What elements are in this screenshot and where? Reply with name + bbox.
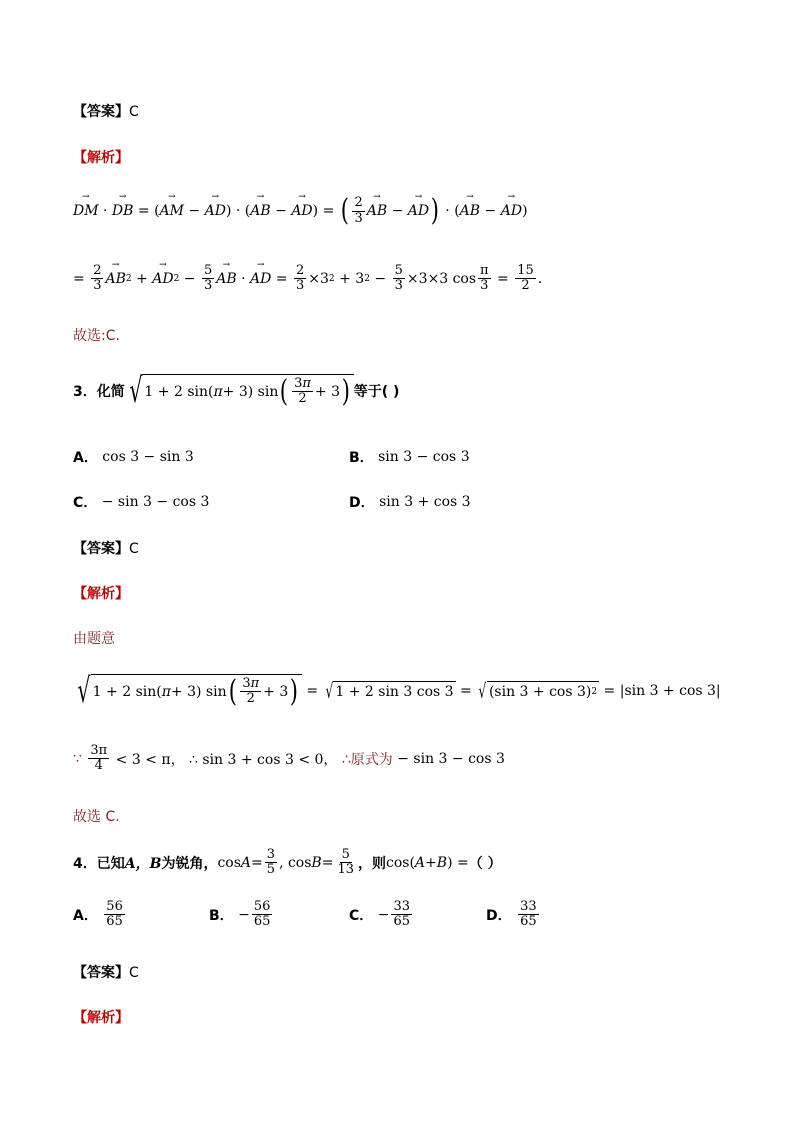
question-3: 3． 化简 √ 1 + 2 sin( π + 3) sin ( $\frac{3\pi}{2}$ + 3 ) 等于( ) (73, 371, 400, 411)
option-d[interactable]: D． sin 3 + cos 3 (349, 494, 471, 511)
vector-equation-line-1: → DM · → DB = ( → AM − → AD ) · ( → AB − → AD ) = ( $\frac{2}{3}$ → AB − → AD ) · ( → AB − → AD ) (73, 196, 528, 226)
analysis-heading-4: 【解析】 (73, 1010, 129, 1026)
sqrt-identity: √ 1 + 2 sin( π + 3) sin ( $\frac{3\pi}{2}$ + 3 ) = √ 1 + 2 sin 3 cos 3 = √ (sin 3 + cos 3) 2 = |sin 3 + cos 3| (77, 671, 721, 711)
option-a[interactable]: A． $\frac{56}{65}$ (73, 899, 123, 930)
question-4: 4． 已知 A，B 为锐角， cos A = $\frac{3}{5}$ , cos B = $\frac{5}{13}$ ，则 cos( A + B ) = （ ） (73, 847, 502, 878)
answer-line-1: 【答案】C (73, 104, 139, 120)
analysis-heading-3: 【解析】 (73, 586, 129, 602)
option-b[interactable]: B． sin 3 − cos 3 (349, 449, 470, 466)
sqrt-expression: √ 1 + 2 sin( π + 3) sin ( $\frac{3\pi}{2}$ + 3 ) (125, 374, 354, 408)
option-c[interactable]: C． − $\frac{33}{65}$ (349, 899, 411, 930)
conclusion-3: 故选 C. (73, 809, 120, 825)
analysis-heading-1: 【解析】 (73, 150, 129, 166)
option-b[interactable]: B． − $\frac{56}{65}$ (209, 899, 271, 930)
conclusion-1: 故选:C. (73, 328, 120, 344)
option-c[interactable]: C． − sin 3 − cos 3 (73, 494, 210, 511)
vector-equation-line-2: = $\frac{2}{3}$ → AB 2 + → AD 2 − $\frac{5}{3}$ → AB · → AD = $\frac{2}{3}$ ×3 2 + 3 2 − $\frac{5}{3}$ ×3×3 cos $\frac{\pi}{3}$ = $\frac{15}{2}$ . (73, 264, 542, 294)
option-d[interactable]: D． $\frac{33}{65}$ (486, 899, 537, 930)
analysis-intro-3: 由题意 (73, 631, 115, 647)
reasoning-line-3: ∵ $\frac{3\pi}{4}$ < 3 < π， ∴ sin 3 + cos 3 < 0， ∴原式为 − sin 3 − cos 3 (73, 743, 505, 774)
option-a[interactable]: A． cos 3 − sin 3 (73, 449, 194, 466)
answer-line-4: 【答案】C (73, 965, 139, 981)
answer-line-3: 【答案】C (73, 541, 139, 557)
